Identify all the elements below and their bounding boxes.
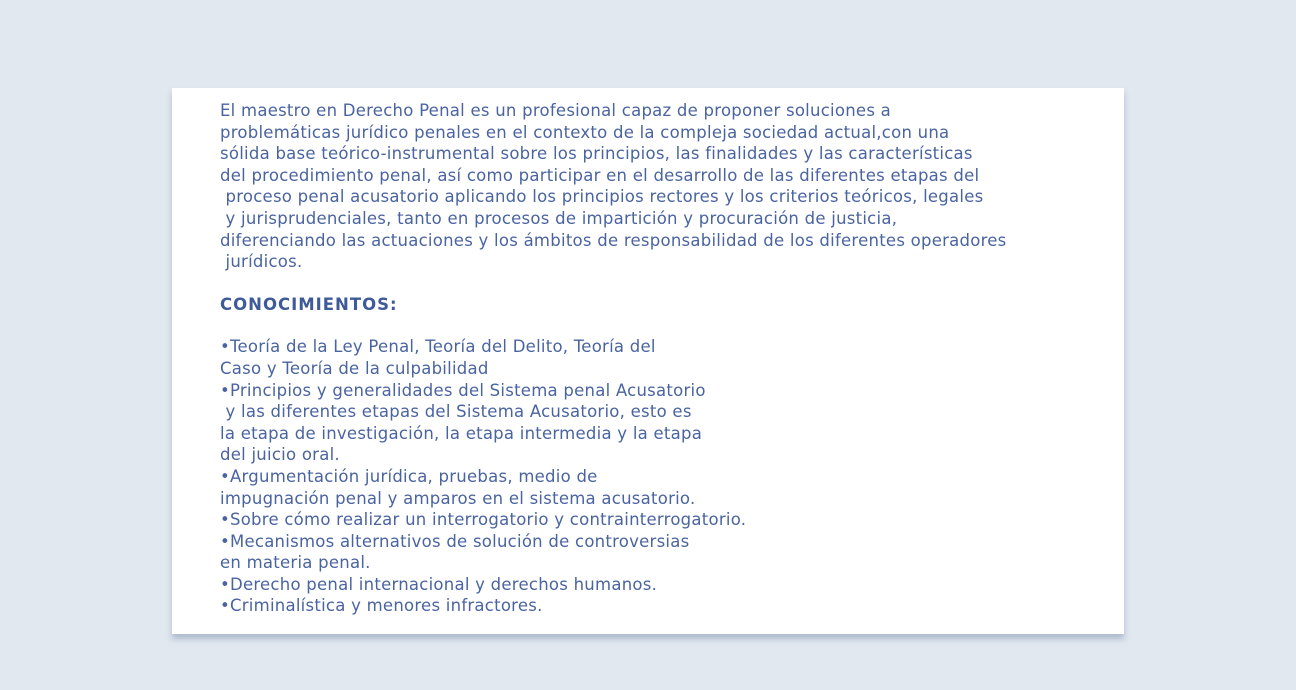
list-item: en materia penal. [220, 553, 371, 573]
spacer [220, 315, 1100, 336]
intro-line: El maestro en Derecho Penal es un profesional capaz de proponer soluciones a [220, 101, 892, 120]
list-item: •Sobre cómo realizar un interrogatorio y contrainterrogatorio. [220, 510, 747, 530]
list-item: la etapa de investigación, la etapa intermedia y la etapa [220, 423, 703, 443]
intro-paragraph [220, 100, 1100, 273]
content-card [172, 88, 1124, 634]
list-item: •Mecanismos alternativos de solución de controversias [220, 531, 690, 551]
section-heading: CONOCIMIENTOS: [220, 294, 398, 314]
list-item: •Criminalística y menores infractores. [220, 596, 543, 616]
intro-line: diferenciando las actuaciones y los ámbitos de responsabilidad de los diferentes operadores [220, 230, 1007, 250]
list-item: impugnación penal y amparos en el sistema acusatorio. [220, 488, 696, 508]
list-item: y las diferentes etapas del Sistema Acusatorio, esto es [220, 402, 692, 422]
intro-line: proceso penal acusatorio aplicando los principios rectores y los criterios teóricos, legales [220, 187, 984, 207]
intro-line: y jurisprudenciales, tanto en procesos de impartición y procuración de justicia, [220, 208, 898, 228]
spacer [220, 273, 1100, 294]
list-item: •Principios y generalidades del Sistema penal Acusatorio [220, 380, 706, 400]
intro-line: del procedimiento penal, así como participar en el desarrollo de las diferentes etapas del [220, 165, 980, 185]
knowledge-list [220, 336, 1100, 617]
intro-line: problemáticas jurídico penales en el contexto de la compleja sociedad actual,con una [220, 122, 950, 142]
list-item: •Argumentación jurídica, pruebas, medio de [220, 466, 598, 486]
list-item: •Teoría de la Ley Penal, Teoría del Delito, Teoría del [220, 337, 656, 357]
list-item: Caso y Teoría de la culpabilidad [220, 358, 489, 378]
list-item: •Derecho penal internacional y derechos humanos. [220, 574, 658, 594]
intro-line: jurídicos. [220, 252, 303, 272]
text-content [220, 100, 1100, 617]
list-item: del juicio oral. [220, 445, 340, 465]
intro-line: sólida base teórico-instrumental sobre los principios, las finalidades y las características [220, 144, 973, 164]
